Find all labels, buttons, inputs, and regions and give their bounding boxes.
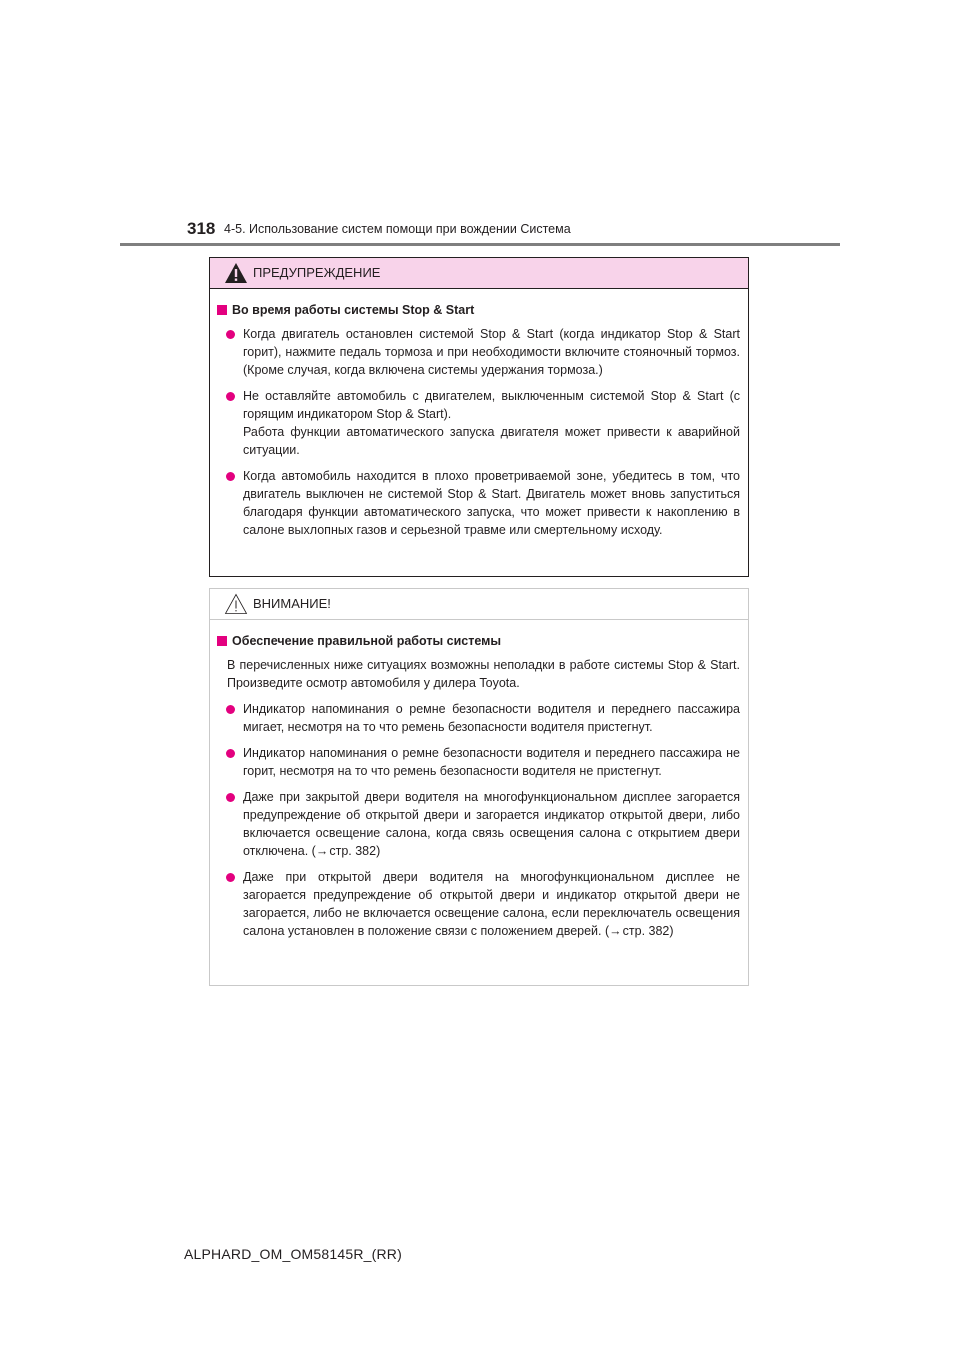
arrow-right-icon: → (609, 924, 622, 938)
warning-box (209, 257, 749, 577)
circle-bullet-icon (226, 793, 235, 802)
list-item-line: Не оставляйте автомобиль с двигателем, выключенным системой Stop & Start (с горящим индикатором Stop & Start). (243, 389, 740, 421)
page-header (187, 219, 827, 241)
ref-close: ) (669, 924, 674, 938)
circle-bullet-icon (226, 330, 235, 339)
notice-title: ВНИМАНИЕ! (253, 596, 331, 611)
list-item-line: Работа функции автоматического запуска двигателя может привести к аварийной ситуации. (243, 425, 740, 457)
page-reference-link[interactable]: стр. 382 (329, 844, 377, 858)
ref-close: ) (376, 844, 381, 858)
manual-code: ALPHARD_OM_OM58145R_(RR) (184, 1246, 402, 1262)
list-item-text: Когда автомобиль находится в плохо проветриваемой зоне, убедитесь в том, что двигатель выключен не системой Stop & Start. Двигатель может вновь запуститься благодаря функции автоматического запуска, что может привести к накоплению в салоне выхлопных газов и серьезной травме или смертельному исходу. (243, 469, 740, 537)
notice-heading (217, 632, 740, 650)
square-bullet-icon (217, 305, 227, 315)
circle-bullet-icon (226, 873, 235, 882)
circle-bullet-icon (226, 749, 235, 758)
arrow-right-icon: → (315, 844, 329, 858)
list-item (226, 788, 740, 860)
page-number: 318 (187, 219, 216, 238)
list-item-body: Даже при закрытой двери водителя на многофункциональном дисплее загорается предупреждение об открытой двери и загорается индикатор открытой двери, либо включается освещение салона, когда связь освещения салона с открытием двери отключена. ( (243, 790, 740, 858)
list-item-text: Индикатор напоминания о ремне безопасности водителя и переднего пассажира не горит, несмотря на то что ремень безопасности водителя не пристегнут. (243, 746, 740, 778)
notice-heading-text: Обеспечение правильной работы системы (232, 634, 502, 648)
header-divider (120, 243, 840, 246)
warning-title: ПРЕДУПРЕЖДЕНИЕ (253, 265, 381, 280)
list-item (226, 700, 740, 736)
notice-box-header (210, 589, 748, 620)
page-reference-link[interactable]: стр. 382 (622, 924, 670, 938)
list-item-text (243, 868, 740, 940)
circle-bullet-icon (226, 472, 235, 481)
warning-box-header (210, 258, 748, 289)
list-item-text (243, 387, 740, 459)
warning-box-body (210, 289, 748, 539)
list-item-body: Даже при открытой двери водителя на многофункциональном дисплее не загорается предупреждение об открытой двери и индикатор открытой двери не загорается, либо не включается освещение салона, если переключатель освещения салона установлен в положение связи с положением дверей. ( (243, 870, 740, 938)
caution-triangle-icon (224, 593, 248, 615)
list-item (226, 387, 740, 459)
warning-triangle-icon (224, 262, 248, 284)
notice-box-body (210, 620, 748, 940)
list-item (226, 325, 740, 379)
circle-bullet-icon (226, 705, 235, 714)
list-item (226, 744, 740, 780)
list-item-text: Когда двигатель остановлен системой Stop & Start (когда индикатор Stop & Start горит), нажмите педаль тормоза и при необходимости включите стояночный тормоз. (Кроме случая, когда включена системы удержания тормоза.) (243, 327, 740, 377)
circle-bullet-icon (226, 392, 235, 401)
notice-box (209, 588, 749, 986)
notice-intro: В перечисленных ниже ситуациях возможны неполадки в работе системы Stop & Start. Произведите осмотр автомобиля у дилера Toyota. (227, 658, 740, 690)
warning-heading (217, 301, 740, 319)
list-item (226, 467, 740, 539)
square-bullet-icon (217, 636, 227, 646)
list-item (226, 868, 740, 940)
section-title: 4-5. Использование систем помощи при вождении Система (224, 222, 571, 236)
list-item-text (243, 788, 740, 860)
list-item-text: Индикатор напоминания о ремне безопасности водителя и переднего пассажира мигает, несмотря на то что ремень безопасности водителя пристегнут. (243, 702, 740, 734)
warning-heading-text: Во время работы системы Stop & Start (232, 303, 475, 317)
